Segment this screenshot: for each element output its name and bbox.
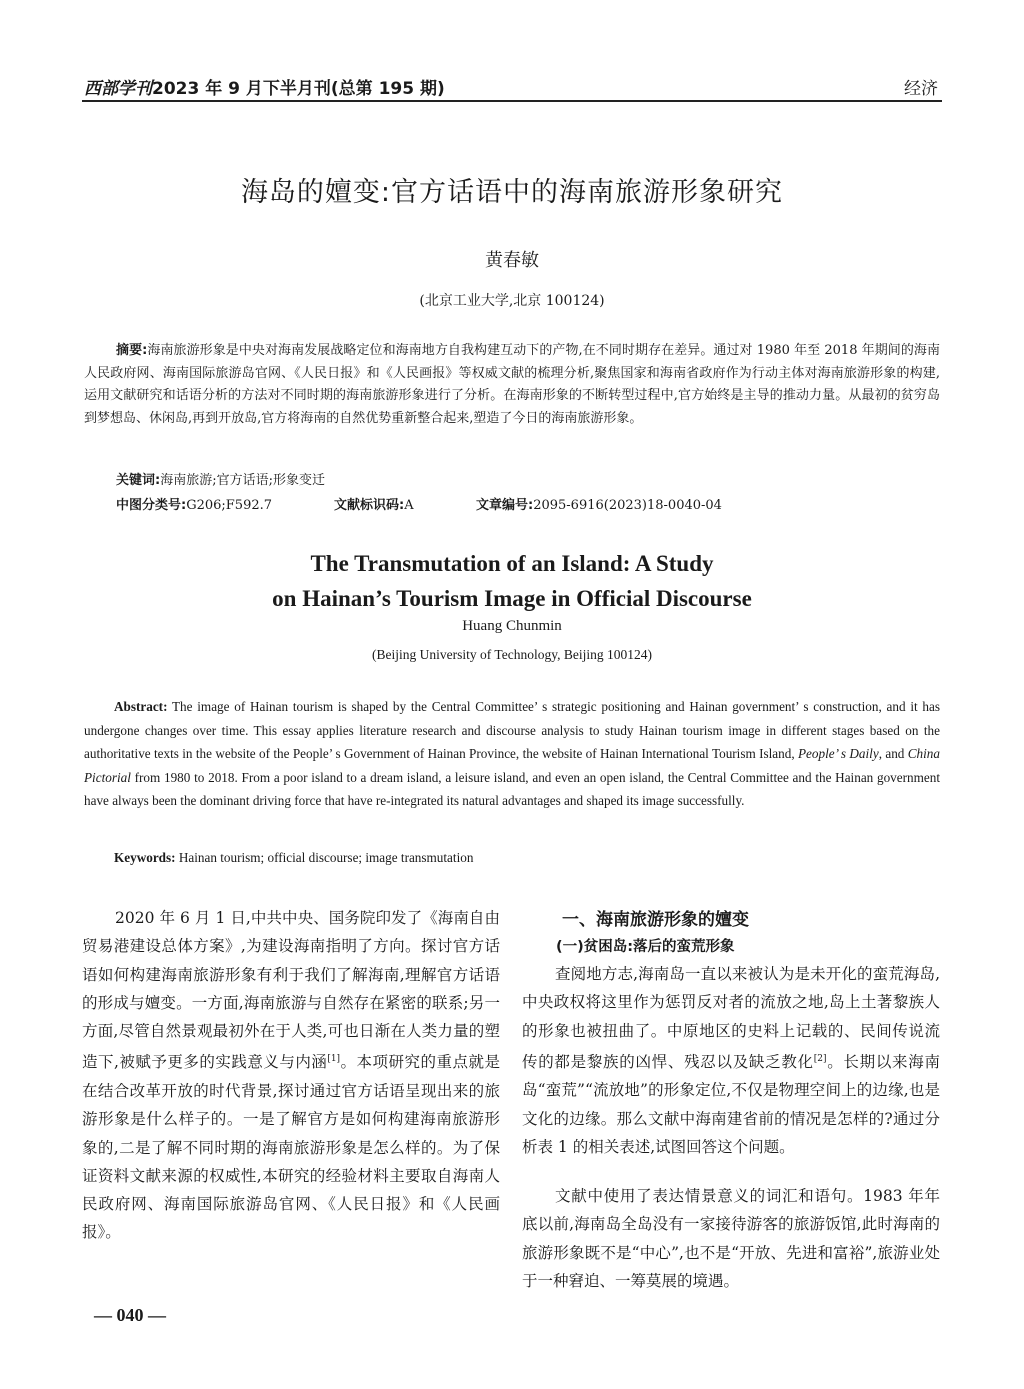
abstract-english [84, 695, 940, 813]
issue-info: 2023 年 9 月下半月刊(总第 195 期) [152, 79, 445, 99]
subsection-1-1-heading: (一)贫困岛:落后的蛮荒形象 [556, 939, 735, 955]
classification-line [116, 494, 940, 513]
article-no-value: 2095-6916(2023)18-0040-04 [533, 498, 722, 513]
author-chinese: 黄春敏 [485, 250, 539, 271]
body-right-paragraph-1 [522, 960, 940, 1161]
title-english-line-1: The Transmutation of an Island: A Study [310, 551, 714, 576]
page-number: — 040 — [94, 1305, 166, 1325]
keywords-chinese [116, 469, 325, 488]
citation-ref-2: [2] [813, 1053, 827, 1064]
abstract-chinese [84, 340, 940, 431]
abstract-en-part-1: The image of Hainan tourism is shaped by the Central Committee’ s strategic positioning and Hainan government’ s construction, and it has undergone changes over time. This essay applies literature research and discourse analysis to study Hainan tourism image in different stages based on the authoritative texts in the website of the People’ s Government of Hainan Province, the website of Hainan International Tourism Island, [84, 699, 940, 762]
header-rule [82, 100, 942, 102]
title-english-line-2: on Hainan’s Tourism Image in Official Discourse [272, 585, 752, 611]
section-1-heading: 一、海南旅游形象的嬗变 [562, 910, 749, 930]
body-left-text-1: 2020 年 6 月 1 日,中共中央、国务院印发了《海南自由贸易港建设总体方案》,为建设海南指明了方向。探讨官方话语如何构建海南旅游形象有利于我们了解海南,理解官方话语的形成与嬗变。一方面,海南旅游与自然存在紧密的联系;另一方面,尽管自然景观最初外在于人类,可也日渐在人类力量的塑造下,被赋予更多的实践意义与内涵 [82, 909, 500, 1072]
author-english: Huang Chunmin [462, 618, 562, 634]
section-label: 经济 [904, 79, 938, 99]
abstract-text: 海南旅游形象是中央对海南发展战略定位和海南地方自我构建互动下的产物,在不同时期存在差异。通过对 1980 年至 2018 年期间的海南人民政府网、海南国际旅游岛官网、《人民日报》和《人民画报》等权威文献的梳理分析,聚焦国家和海南省政府作为行动主体对海南旅游形象的构建,运用文献研究和话语分析的方法对不同时期的海南旅游形象进行了分析。在海南形象的不断转型过程中,官方始终是主导的推动力量。从最初的贫穷岛到梦想岛、休闲岛,再到开放岛,官方将海南的自然优势重新整合起来,塑造了今日的海南旅游形象。 [84, 343, 940, 427]
body-left-text-2: 。本项研究的重点就是在结合改革开放的时代背景,探讨通过官方话语呈现出来的旅游形象是什么样子的。一是了解官方是如何构建海南旅游形象的,二是了解不同时期的海南旅游形象是怎么样的。为了保证资料文献来源的权威性,本研究的经验材料主要取自海南人民政府网、海南国际旅游岛官网、《人民日报》和《人民画报》。 [82, 1053, 500, 1242]
abstract-label: 摘要: [116, 343, 148, 358]
doc-code-value: A [404, 498, 414, 513]
abstract-en-part-2: , and [878, 746, 908, 762]
keywords-label: 关键词: [116, 473, 161, 488]
body-left-column [82, 904, 500, 1247]
abstract-en-part-3: from 1980 to 2018. From a poor island to a dream island, a leisure island, and even an open island, the Central Committee and the Hainan government have always been the dominant driving force that have re-integrated its natural advantages and shaped its image successfully. [84, 769, 940, 809]
title-english [0, 547, 1024, 616]
abstract-en-label: Abstract: [114, 699, 168, 714]
affiliation-english: (Beijing University of Technology, Beijing 100124) [372, 647, 652, 662]
clc-label: 中图分类号: [116, 498, 187, 513]
body-right-p1-text-1: 查阅地方志,海南岛一直以来被认为是未开化的蛮荒海岛,中央政权将这里作为惩罚反对者的流放之地,岛上土著黎族人的形象也被扭曲了。中原地区的史料上记载的、民间传说流传的都是黎族的凶悍、残忍以及缺乏教化 [522, 965, 940, 1072]
clc-value: G206;F592.7 [186, 498, 273, 513]
article-no-label: 文章编号: [476, 498, 534, 513]
keywords-english [114, 850, 473, 866]
keywords-en-text: Hainan tourism; official discourse; image transmutation [175, 850, 474, 865]
keywords-text: 海南旅游;官方话语;形象变迁 [160, 473, 325, 488]
doc-code-label: 文献标识码: [334, 498, 405, 513]
journal-name: 西部学刊 [84, 79, 152, 99]
keywords-en-label: Keywords: [114, 850, 176, 865]
body-right-paragraph-2: 文献中使用了表达情景意义的词汇和语句。1983 年年底以前,海南岛全岛没有一家接待游客的旅游饭馆,此时海南的旅游形象既不是“中心”,也不是“开放、先进和富裕”,旅游业处于一种窘迫、一筹莫展的境遇。 [522, 1187, 940, 1290]
title-chinese: 海岛的嬗变:官方话语中的海南旅游形象研究 [240, 177, 784, 208]
running-header-left [84, 74, 445, 99]
affiliation-chinese: (北京工业大学,北京 100124) [419, 293, 605, 309]
abstract-en-italic-2: China Pictorial [84, 746, 940, 785]
abstract-en-italic-1: People’ s Daily [797, 746, 879, 762]
body-right-p1-text-2: 。长期以来海南岛“蛮荒”“流放地”的形象定位,不仅是物理空间上的边缘,也是文化的边缘。那么文献中海南建省前的情况是怎样的?通过分析表 1 的相关表述,试图回答这个问题。 [522, 1053, 940, 1156]
citation-ref-1: [1] [327, 1054, 341, 1065]
